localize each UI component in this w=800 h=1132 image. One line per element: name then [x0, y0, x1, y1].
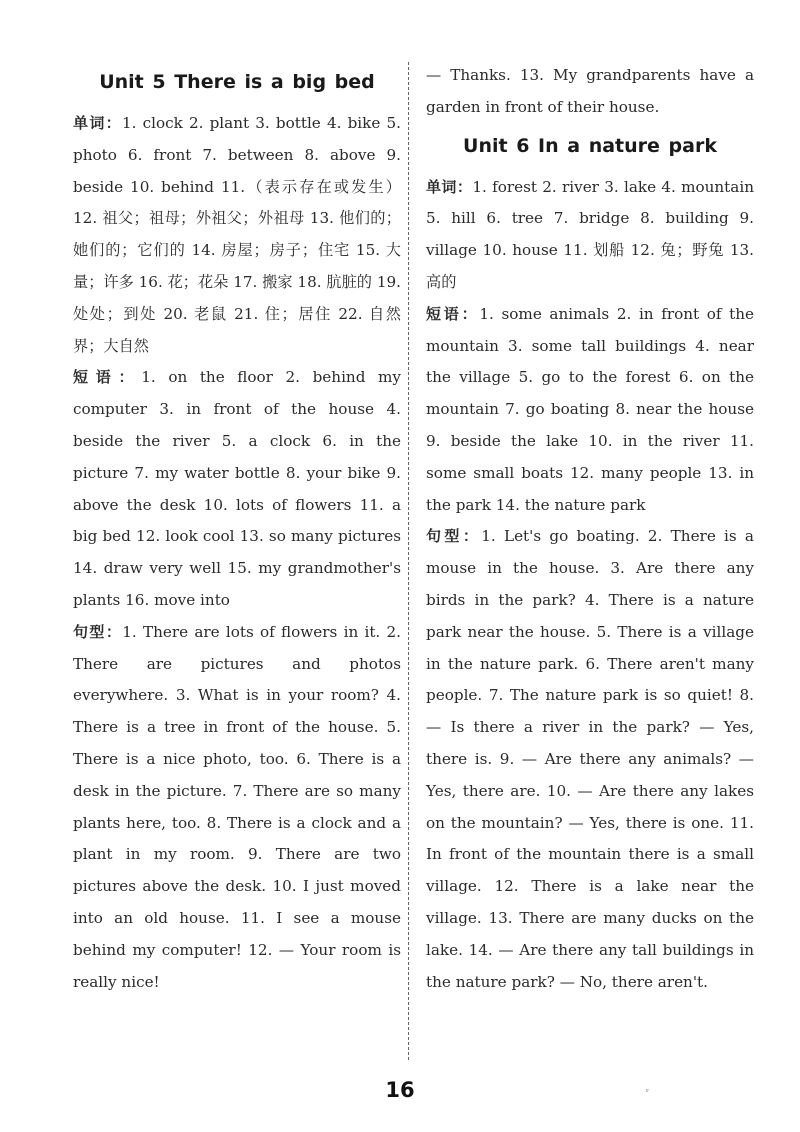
- unit5-continuation: — Thanks. 13. My grandparents have a garden in front of their house.: [426, 66, 754, 116]
- right-column: [426, 60, 754, 998]
- unit5-vocab-text: 1. clock 2. plant 3. bottle 4. bike 5. photo 6. front 7. between 8. above 9. beside 10. behind 11.（表示存在或发生） 12. 祖父；祖母；外祖父；外祖母 13. 他们的；她们的；它们的 14. 房屋；房子；住宅 15. 大量；许多 16. 花；花朵 17. 搬家 18. 肮脏的 19. 处处；到处 20. 老鼠 21. 住；居住 22. 自然界；大自然: [73, 114, 401, 355]
- unit6-sentence-label: 句型：: [426, 527, 482, 546]
- unit5-sentences-text: 1. There are lots of flowers in it. 2. There are pictures and photos everywhere. 3. What is in your room? 4. There is a tree in front of the house. 5. There is a nice photo, too. 6. There is a desk in the picture. 7. There are so many plants here, too. 8. There is a clock and a plant in my room. 9. There are two pictures above the desk. 10. I just moved into an old house. 11. I see a mouse behind my computer! 12. — Your room is really nice!: [73, 622, 401, 991]
- unit5-phrases-text: 1. on the floor 2. behind my computer 3. in front of the house 4. beside the river 5. a clock 6. in the picture 7. my water bottle 8. your bike 9. above the desk 10. lots of flowers 11. a big bed 12. look cool 13. so many pictures 14. draw very well 15. my grandmother's plants 16. move into: [73, 368, 401, 609]
- unit6-phrase-label: 短语：: [426, 304, 480, 323]
- unit5-phrases: [73, 362, 401, 616]
- column-divider: [408, 62, 409, 1060]
- unit5-sentences: [73, 617, 401, 999]
- unit5-title: Unit 5 There is a big bed: [99, 71, 375, 93]
- unit6-sentences-text: 1. Let's go boating. 2. There is a mouse in the house. 3. Are there any birds in the park? 4. There is a nature park near the house. 5. There is a village in the nature park. 6. There aren't many people. 7. The nature park is so quiet! 8. — Is there a river in the park? — Yes, there is. 9. — Are there any animals? — Yes, there are. 10. — Are there any lakes on the mountain? — Yes, there is one. 11. In front of the mountain there is a small village. 12. There is a lake near the village. 13. There are many ducks on the lake. 14. — Are there any tall buildings in the nature park? — No, there aren't.: [426, 527, 754, 991]
- unit6-phrases: [426, 299, 754, 522]
- left-column: [73, 60, 401, 998]
- unit6-title: Unit 6 In a nature park: [463, 134, 717, 157]
- unit5-phrase-label: 短语：: [73, 368, 142, 387]
- unit6-sentences: [426, 521, 754, 998]
- unit6-phrases-text: 1. some animals 2. in front of the mountain 3. some tall buildings 4. near the village 5. go to the forest 6. on the mountain 7. go boating 8. near the house 9. beside the lake 10. in the river 11. some small boats 12. many people 13. in the park 14. the nature park: [426, 304, 754, 514]
- scan-mark: ʳ: [646, 1088, 650, 1098]
- unit5-sentence-label: 句型：: [73, 622, 123, 641]
- unit5-vocab: [73, 108, 401, 362]
- page-number: 16: [385, 1078, 415, 1102]
- unit6-vocab-label: 单词：: [426, 177, 473, 196]
- unit6-vocab-text: 1. forest 2. river 3. lake 4. mountain 5. hill 6. tree 7. bridge 8. building 9. village 10. house 11. 划船 12. 兔；野兔 13. 高的: [426, 177, 754, 291]
- unit6-vocab: [426, 172, 754, 299]
- unit5-vocab-label: 单词：: [73, 114, 122, 132]
